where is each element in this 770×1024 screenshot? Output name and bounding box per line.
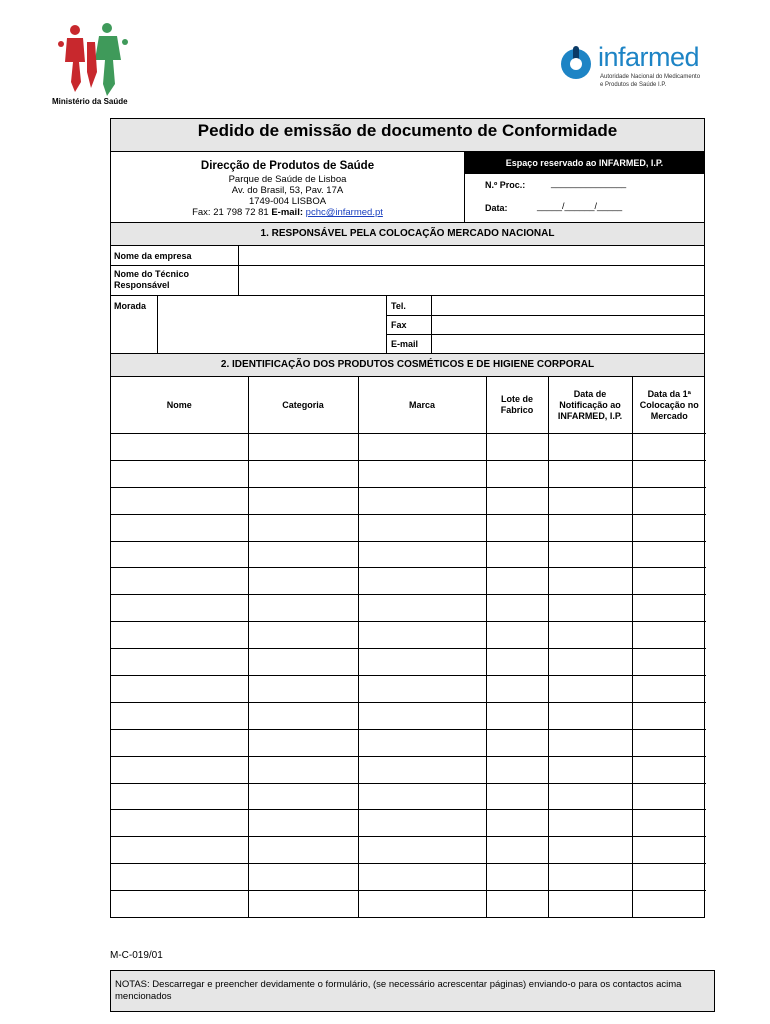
table-cell[interactable] <box>358 756 486 783</box>
column-header: Lote de Fabrico <box>486 377 548 434</box>
table-row <box>111 891 706 917</box>
table-cell[interactable] <box>548 568 632 595</box>
table-cell[interactable] <box>248 810 358 837</box>
table-row <box>111 487 706 514</box>
table-cell[interactable] <box>632 434 706 461</box>
table-cell[interactable] <box>248 434 358 461</box>
address-block <box>111 152 465 222</box>
table-row <box>111 783 706 810</box>
morada-field[interactable] <box>158 296 386 353</box>
table-cell[interactable] <box>358 595 486 622</box>
table-cell[interactable] <box>111 810 248 837</box>
table-row <box>111 595 706 622</box>
table-row <box>111 864 706 891</box>
table-cell[interactable] <box>548 756 632 783</box>
table-cell[interactable] <box>548 729 632 756</box>
table-cell[interactable] <box>111 837 248 864</box>
table-cell[interactable] <box>111 568 248 595</box>
table-row <box>111 649 706 676</box>
table-cell[interactable] <box>632 487 706 514</box>
table-cell[interactable] <box>632 568 706 595</box>
table-cell[interactable] <box>111 729 248 756</box>
proc-value[interactable]: _______________ <box>551 178 627 188</box>
company-row <box>111 246 704 266</box>
table-cell[interactable] <box>632 891 706 917</box>
table-cell[interactable] <box>632 595 706 622</box>
table-cell[interactable] <box>358 541 486 568</box>
section1-title: 1. RESPONSÁVEL PELA COLOCAÇÃO MERCADO NACIONAL <box>111 223 704 246</box>
technician-label: Nome do Técnico Responsável <box>114 269 190 290</box>
table-cell[interactable] <box>632 702 706 729</box>
table-cell[interactable] <box>548 837 632 864</box>
table-cell[interactable] <box>486 541 548 568</box>
table-cell[interactable] <box>548 891 632 917</box>
table-cell[interactable] <box>358 434 486 461</box>
table-cell[interactable] <box>358 783 486 810</box>
table-cell[interactable] <box>486 891 548 917</box>
fax-label: Fax <box>391 320 407 330</box>
table-cell[interactable] <box>358 864 486 891</box>
ministry-label: Ministério da Saúde <box>52 97 128 106</box>
table-cell[interactable] <box>111 756 248 783</box>
table-cell[interactable] <box>548 434 632 461</box>
table-cell[interactable] <box>632 810 706 837</box>
morada-label: Morada <box>114 301 147 311</box>
email-field[interactable] <box>432 335 704 353</box>
table-cell[interactable] <box>248 487 358 514</box>
table-cell[interactable] <box>486 514 548 541</box>
table-cell[interactable] <box>111 434 248 461</box>
table-cell[interactable] <box>358 729 486 756</box>
address-line1: Parque de Saúde de Lisboa <box>228 174 347 185</box>
table-row <box>111 460 706 487</box>
table-cell[interactable] <box>248 702 358 729</box>
table-cell[interactable] <box>248 460 358 487</box>
table-cell[interactable] <box>248 541 358 568</box>
table-cell[interactable] <box>486 837 548 864</box>
table-cell[interactable] <box>486 649 548 676</box>
table-cell[interactable] <box>632 460 706 487</box>
table-cell[interactable] <box>111 541 248 568</box>
conformity-form <box>110 118 705 918</box>
table-cell[interactable] <box>486 568 548 595</box>
address-heading: Direcção de Produtos de Saúde <box>200 160 375 172</box>
table-row <box>111 756 706 783</box>
table-cell[interactable] <box>358 514 486 541</box>
table-cell[interactable] <box>548 783 632 810</box>
form-title: Pedido de emissão de documento de Conformidade <box>111 119 704 152</box>
ministry-logo <box>55 22 135 108</box>
column-header: Nome <box>111 377 248 434</box>
table-cell[interactable] <box>486 702 548 729</box>
reserved-heading: Espaço reservado ao INFARMED, I.P. <box>465 152 704 174</box>
email-label: E-mail <box>391 339 419 349</box>
table-cell[interactable] <box>632 649 706 676</box>
table-cell[interactable] <box>632 729 706 756</box>
table-cell[interactable] <box>111 460 248 487</box>
table-cell[interactable] <box>632 756 706 783</box>
tel-field[interactable] <box>432 296 704 315</box>
table-cell[interactable] <box>486 487 548 514</box>
table-cell[interactable] <box>248 568 358 595</box>
table-cell[interactable] <box>486 460 548 487</box>
date-label: Data: <box>485 203 508 213</box>
address-contact-row <box>111 296 704 354</box>
infarmed-wordmark: infarmed <box>598 42 700 72</box>
table-cell[interactable] <box>358 622 486 649</box>
table-cell[interactable] <box>358 568 486 595</box>
table-cell[interactable] <box>358 460 486 487</box>
table-cell[interactable] <box>248 595 358 622</box>
table-cell[interactable] <box>111 891 248 917</box>
reserved-block <box>465 152 704 222</box>
table-cell[interactable] <box>548 649 632 676</box>
table-cell[interactable] <box>111 702 248 729</box>
table-row <box>111 568 706 595</box>
company-label: Nome da empresa <box>114 251 192 261</box>
infarmed-logo <box>558 42 708 98</box>
proc-label: N.º Proc.: <box>485 180 526 190</box>
header-row <box>111 152 704 223</box>
table-cell[interactable] <box>248 864 358 891</box>
notes-box: NOTAS: Descarregar e preencher devidamente o formulário, (se necessário acrescentar páginas) enviando-o para os contactos acima mencionados <box>110 970 715 1012</box>
table-cell[interactable] <box>358 487 486 514</box>
technician-row <box>111 266 704 296</box>
table-cell[interactable] <box>548 702 632 729</box>
table-cell[interactable] <box>632 837 706 864</box>
table-cell[interactable] <box>358 891 486 917</box>
table-cell[interactable] <box>486 434 548 461</box>
table-row <box>111 702 706 729</box>
table-cell[interactable] <box>548 460 632 487</box>
table-cell[interactable] <box>486 783 548 810</box>
date-value[interactable]: _____/______/_____ <box>537 201 623 211</box>
table-cell[interactable] <box>632 783 706 810</box>
table-row <box>111 541 706 568</box>
address-line2: Av. do Brasil, 53, Pav. 17A <box>231 185 344 196</box>
table-cell[interactable] <box>358 702 486 729</box>
column-header: Data da 1ª Colocação no Mercado <box>632 377 706 434</box>
table-cell[interactable] <box>548 541 632 568</box>
table-row <box>111 434 706 461</box>
table-cell[interactable] <box>111 622 248 649</box>
table-cell[interactable] <box>358 810 486 837</box>
table-cell[interactable] <box>248 756 358 783</box>
table-cell[interactable] <box>486 595 548 622</box>
form-code: M-C-019/01 <box>110 950 163 961</box>
address-contact: Fax: 21 798 72 81 E-mail: pchc@infarmed.pt <box>192 207 383 218</box>
table-cell[interactable] <box>111 595 248 622</box>
column-header: Data de Notificação ao INFARMED, I.P. <box>548 377 632 434</box>
table-cell[interactable] <box>358 649 486 676</box>
table-cell[interactable] <box>632 541 706 568</box>
table-row <box>111 622 706 649</box>
table-cell[interactable] <box>111 783 248 810</box>
infarmed-mark-icon <box>558 44 594 80</box>
table-cell[interactable] <box>111 676 248 703</box>
table-cell[interactable] <box>548 864 632 891</box>
products-header-row <box>111 377 706 434</box>
table-cell[interactable] <box>248 622 358 649</box>
table-row <box>111 837 706 864</box>
table-cell[interactable] <box>486 864 548 891</box>
company-field[interactable] <box>239 246 704 265</box>
table-cell[interactable] <box>548 810 632 837</box>
table-cell[interactable] <box>248 783 358 810</box>
column-header: Marca <box>358 377 486 434</box>
table-row <box>111 676 706 703</box>
table-cell[interactable] <box>248 891 358 917</box>
table-cell[interactable] <box>111 487 248 514</box>
address-line3: 1749-004 LISBOA <box>248 196 327 207</box>
table-cell[interactable] <box>358 837 486 864</box>
table-cell[interactable] <box>486 810 548 837</box>
table-cell[interactable] <box>632 864 706 891</box>
table-cell[interactable] <box>486 729 548 756</box>
infarmed-subtitle: Autoridade Nacional do Medicamento e Produtos de Saúde I.P. <box>600 74 701 88</box>
table-cell[interactable] <box>548 622 632 649</box>
table-cell[interactable] <box>111 864 248 891</box>
table-cell[interactable] <box>486 756 548 783</box>
table-cell[interactable] <box>486 622 548 649</box>
table-cell[interactable] <box>248 676 358 703</box>
table-cell[interactable] <box>111 514 248 541</box>
table-row <box>111 810 706 837</box>
section2-title: 2. IDENTIFICAÇÃO DOS PRODUTOS COSMÉTICOS E DE HIGIENE CORPORAL <box>111 354 704 377</box>
table-cell[interactable] <box>548 487 632 514</box>
table-cell[interactable] <box>111 649 248 676</box>
table-cell[interactable] <box>248 837 358 864</box>
table-cell[interactable] <box>248 514 358 541</box>
table-row <box>111 514 706 541</box>
table-cell[interactable] <box>486 676 548 703</box>
table-cell[interactable] <box>548 676 632 703</box>
fax-field[interactable] <box>432 316 704 334</box>
table-cell[interactable] <box>358 676 486 703</box>
email-link[interactable]: pchc@infarmed.pt <box>305 207 383 218</box>
table-cell[interactable] <box>632 622 706 649</box>
table-cell[interactable] <box>632 514 706 541</box>
table-cell[interactable] <box>548 514 632 541</box>
table-cell[interactable] <box>548 595 632 622</box>
technician-field[interactable] <box>239 266 704 295</box>
table-row <box>111 729 706 756</box>
column-header: Categoria <box>248 377 358 434</box>
table-cell[interactable] <box>248 729 358 756</box>
table-cell[interactable] <box>632 676 706 703</box>
table-cell[interactable] <box>248 649 358 676</box>
products-table <box>111 377 706 917</box>
tel-label: Tel. <box>391 301 406 311</box>
